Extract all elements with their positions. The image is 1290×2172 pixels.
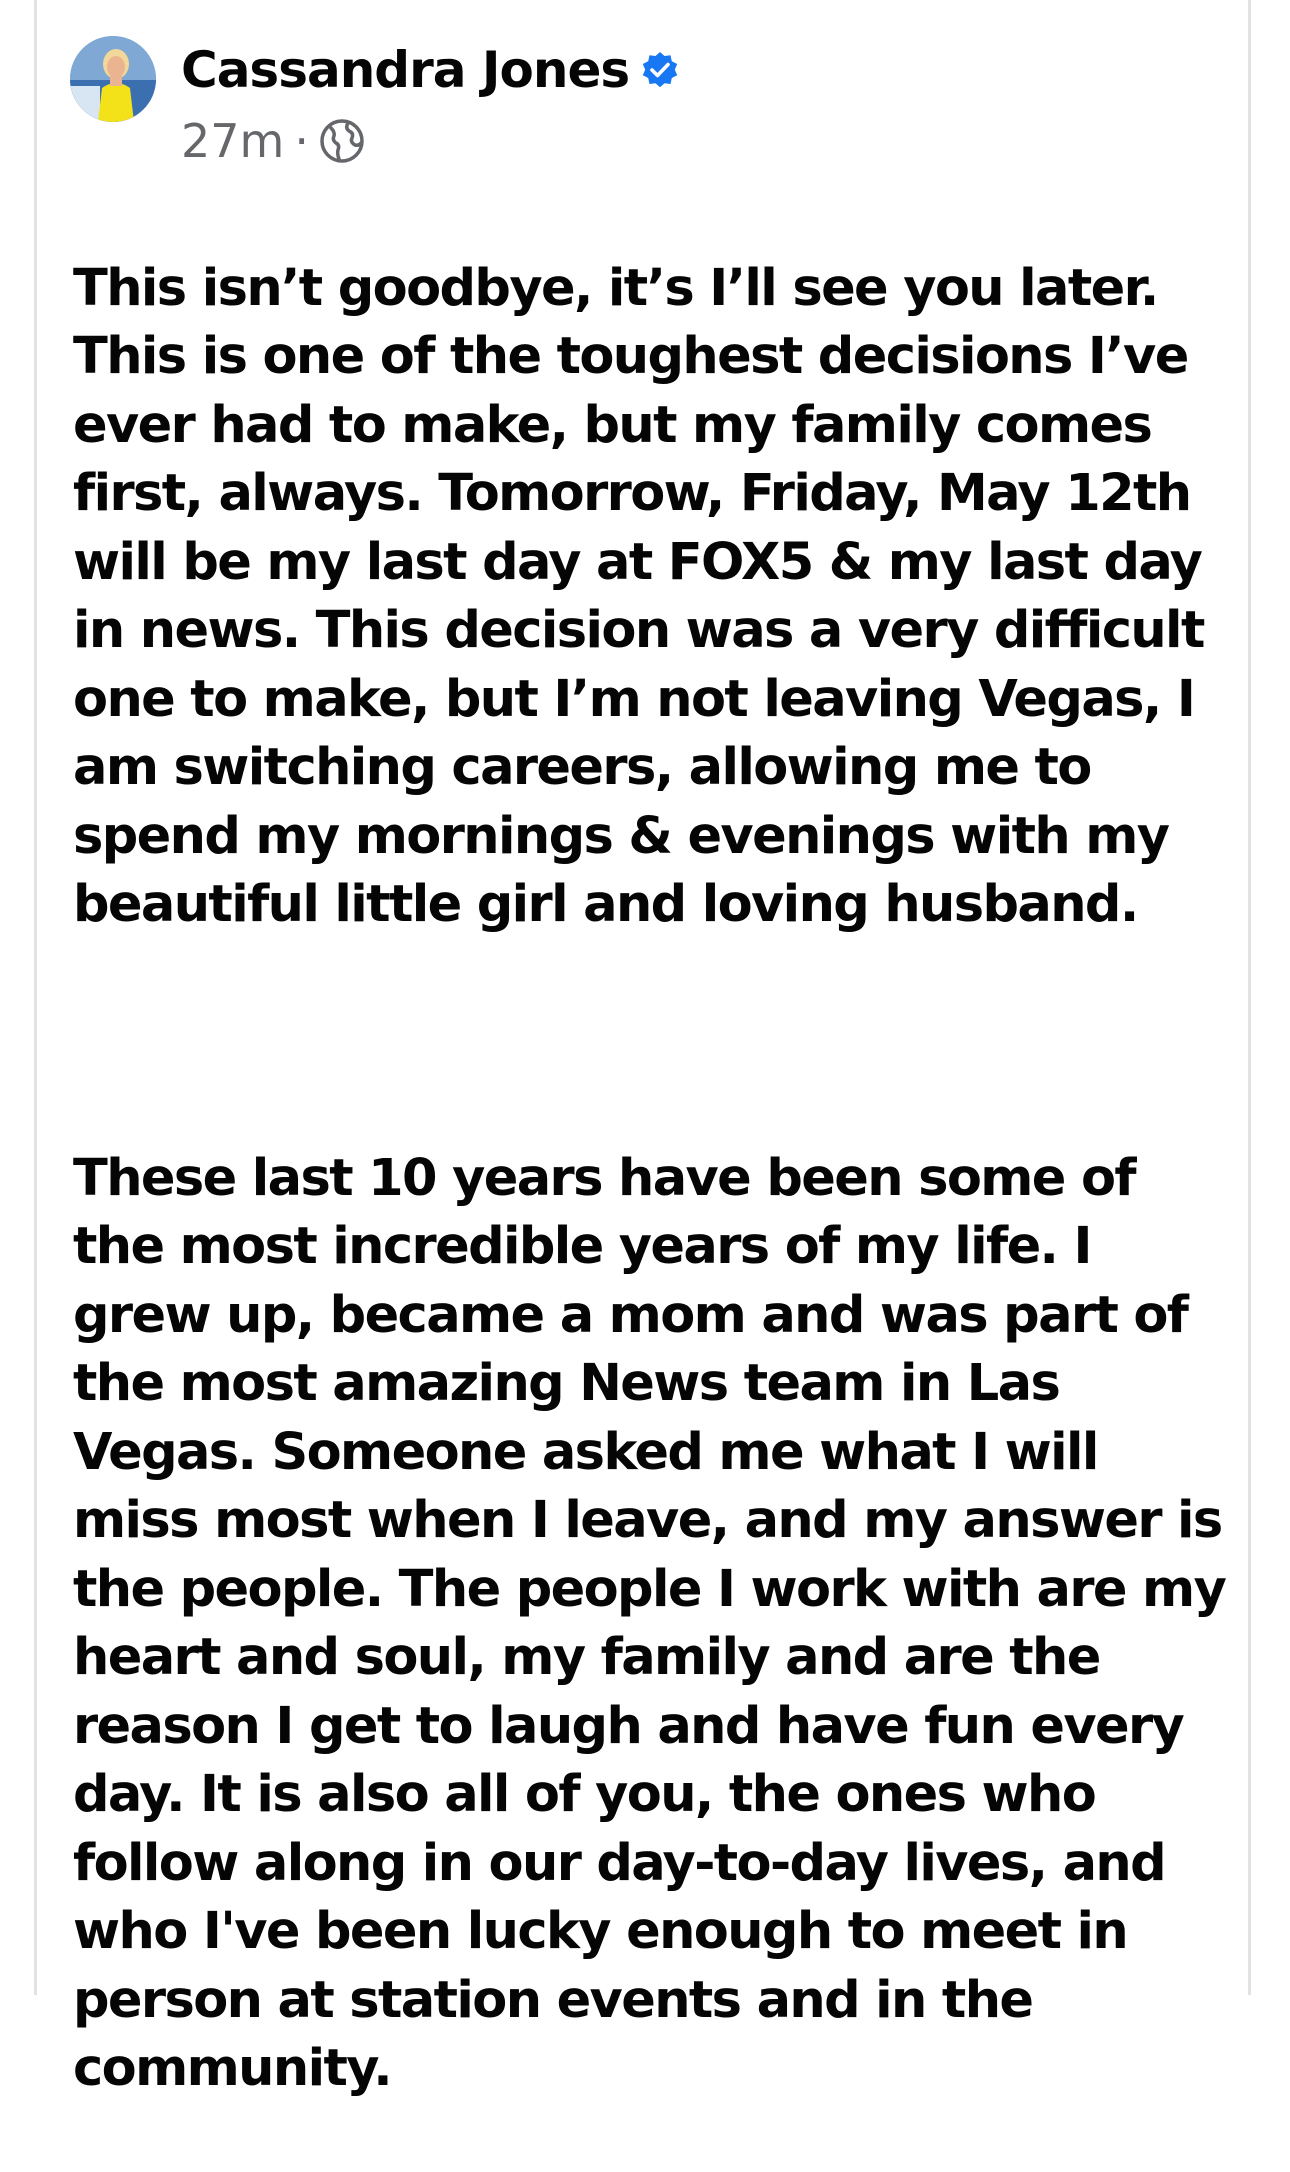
post-meta	[181, 111, 365, 171]
meta-separator: ·	[294, 114, 309, 168]
post-header	[70, 36, 970, 176]
globe-icon[interactable]	[319, 118, 365, 164]
post-timestamp[interactable]: 27m	[181, 114, 285, 168]
author-name[interactable]: Cassandra Jones	[181, 41, 630, 99]
post-paragraph-2: These last 10 years have been some of the most incredible years of my life. I grew up, became a mom and was part of the most amazing News team in Las Vegas. Someone asked me what I will miss most when I leave, and my answer is the people. The people I work with are my heart and soul, my family and are the reason I get to laugh and have fun every day. It is also all of you, the ones who follow along in our day-to-day lives, and who I've been lucky enough to meet in person at station events and in the community.	[73, 1148, 1226, 2098]
post-paragraph-1: This isn’t goodbye, it’s I’ll see you later. This is one of the toughest decisions I’ve ever had to make, but my family comes first, always. Tomorrow, Friday, May 12th will be my last day at FOX5 & my last day in news. This decision was a very difficult one to make, but I’m not leaving Vegas, I am switching careers, allowing me to spend my mornings & evenings with my beautiful little girl and loving husband.	[73, 258, 1204, 934]
author-name-row	[181, 34, 679, 106]
verified-badge-icon	[641, 51, 679, 89]
post-card	[37, 0, 1248, 2098]
avatar-photo-icon	[70, 36, 156, 122]
author-avatar[interactable]	[70, 36, 156, 122]
paragraph-spacer	[73, 1008, 1258, 1076]
post-body	[73, 186, 1258, 2172]
